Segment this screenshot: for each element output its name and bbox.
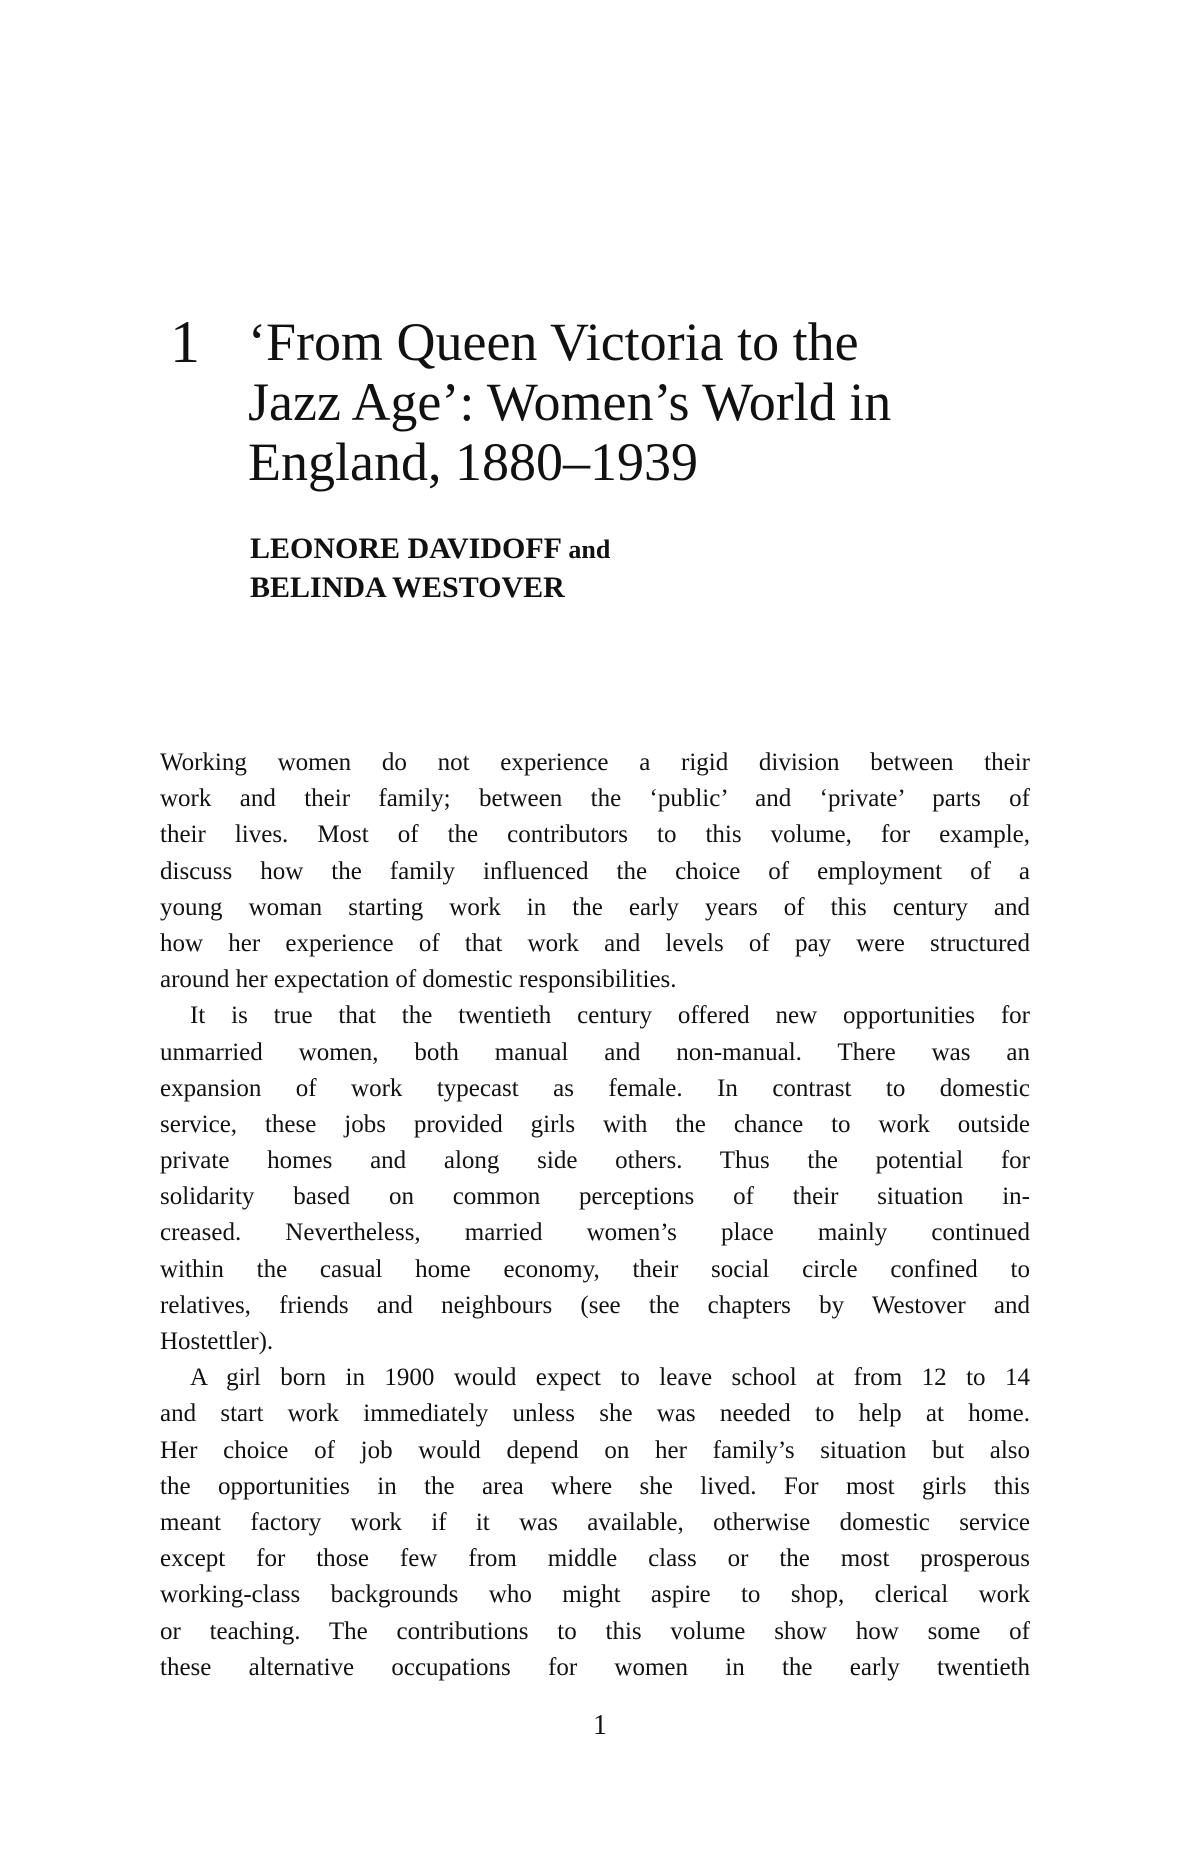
body-line: relatives, friends and neighbours (see the chapters by Westover and (160, 1291, 1030, 1319)
body-line: the opportunities in the area where she lived. For most girls this (160, 1472, 1030, 1500)
body-line: their lives. Most of the contributors to this volume, for example, (160, 821, 1030, 849)
body-line: private homes and along side others. Thus the potential for (160, 1147, 1030, 1175)
body-line: A girl born in 1900 would expect to leave school at from 12 to 14 (190, 1364, 1030, 1392)
body-line: and start work immediately unless she was needed to help at home. (160, 1400, 1030, 1428)
chapter-authors (250, 530, 610, 607)
author-line (250, 530, 610, 569)
body-text (160, 745, 1030, 1686)
chapter-number: 1 (170, 309, 200, 375)
page-number: 1 (593, 1710, 607, 1741)
body-line: expansion of work typecast as female. In contrast to domestic (160, 1074, 1030, 1102)
chapter-title (248, 312, 1028, 492)
body-line: within the casual home economy, their social circle confined to (160, 1255, 1030, 1283)
body-line: unmarried women, both manual and non-manual. There was an (160, 1038, 1030, 1066)
body-line: Hostettler). (160, 1328, 274, 1355)
body-line: around her expectation of domestic responsibilities. (160, 966, 677, 994)
body-line: creased. Nevertheless, married women’s place mainly continued (160, 1219, 1030, 1247)
body-line: discuss how the family influenced the choice of employment of a (160, 857, 1030, 885)
body-line: work and their family; between the ‘public’ and ‘private’ parts of (160, 785, 1030, 813)
body-line: Her choice of job would depend on her family’s situation but also (160, 1436, 1030, 1464)
body-line: service, these jobs provided girls with the chance to work outside (160, 1110, 1030, 1138)
body-line: It is true that the twentieth century offered new opportunities for (190, 1002, 1030, 1030)
body-line: these alternative occupations for women in the early twentieth (160, 1653, 1030, 1681)
body-line: solidarity based on common perceptions of their situation in- (160, 1183, 1030, 1211)
body-line: young woman starting work in the early years of this century and (160, 893, 1030, 921)
chapter-title-line: England, 1880–1939 (248, 432, 698, 492)
body-line: except for those few from middle class or the most prosperous (160, 1545, 1030, 1573)
chapter-title-line: ‘From Queen Victoria to the (248, 312, 859, 372)
body-line: how her experience of that work and levels of pay were structured (160, 929, 1030, 957)
body-line: or teaching. The contributions to this volume show how some of (160, 1617, 1030, 1645)
author-name: BELINDA WESTOVER (250, 571, 565, 604)
author-name: LEONORE DAVIDOFF (250, 532, 561, 565)
chapter-title-line: Jazz Age’: Women’s World in (248, 372, 892, 432)
author-conjunction: and (568, 535, 611, 564)
body-line: Working women do not experience a rigid division between their (160, 749, 1030, 776)
body-line: meant factory work if it was available, otherwise domestic service (160, 1508, 1030, 1536)
body-line: working-class backgrounds who might aspire to shop, clerical work (160, 1581, 1030, 1609)
